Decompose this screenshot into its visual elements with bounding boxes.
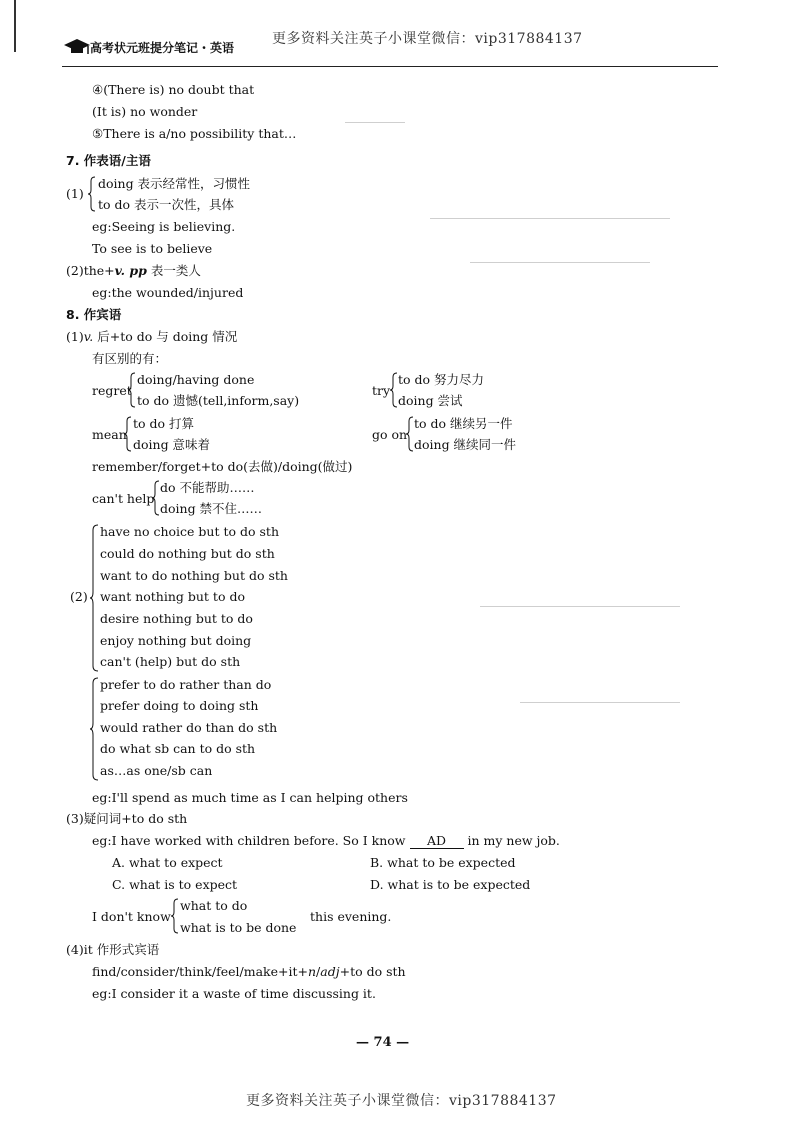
differences-label: 有区别的有： <box>92 351 168 366</box>
mean-doing: doing 意味着 <box>133 437 211 452</box>
brace <box>124 416 132 452</box>
question-text-start: eg:I have worked with children before. So I know <box>92 833 406 848</box>
scan-noise <box>470 262 650 263</box>
regret-doing: doing/having done <box>137 372 255 387</box>
formal-object-formula <box>92 966 406 979</box>
line-no-wonder: (It is) no wonder <box>92 104 198 119</box>
brace <box>152 480 160 516</box>
section-7-2-vpp: v. pp <box>114 263 147 278</box>
header-divider <box>62 66 718 67</box>
cant-help-word: can't help <box>92 491 155 506</box>
mean-word: mean <box>92 427 127 442</box>
try-to-do: to do 努力尽力 <box>398 372 485 387</box>
example-spend-time: eg:I'll spend as much time as I can helping others <box>92 790 408 805</box>
section-7-heading: 7. 作表语/主语 <box>66 153 151 168</box>
regret-word: regret <box>92 383 132 398</box>
option-d: D. what is to be expected <box>370 877 531 892</box>
try-doing: doing 尝试 <box>398 393 463 408</box>
section-7-2 <box>66 265 201 278</box>
option-b: B. what to be expected <box>370 855 516 870</box>
go-on-doing: doing 继续同一件 <box>414 437 517 452</box>
question-text-end: in my new job. <box>467 833 560 848</box>
pattern-cant-help-but: can't (help) but do sth <box>100 654 241 669</box>
pattern-enjoy-nothing: enjoy nothing but doing <box>100 633 252 648</box>
what-is-to-be-done: what is to be done <box>180 920 297 935</box>
scan-noise <box>480 606 680 607</box>
pattern-as-as-can: as…as one/sb can <box>100 763 213 778</box>
pattern-want-nothing: want nothing but to do <box>100 589 245 604</box>
brace <box>390 372 398 408</box>
try-word: try <box>372 383 391 398</box>
book-title: 高考状元班提分笔记・英语 <box>90 41 235 55</box>
formula-n: n <box>307 964 317 979</box>
formula-start: find/consider/think/feel/make+it+ <box>92 964 308 979</box>
scan-noise <box>430 218 670 219</box>
section-8-heading: 8. 作宾语 <box>66 307 122 322</box>
binding-edge-line <box>14 0 16 52</box>
regret-to-do: to do 遗憾(tell,inform,say) <box>137 393 300 408</box>
option-a: A. what to expect <box>112 855 223 870</box>
pattern-would-rather: would rather do than do sth <box>100 720 278 735</box>
example-wounded: eg:the wounded/injured <box>92 285 244 300</box>
i-dont-know: I don't know <box>92 909 171 924</box>
example-question <box>92 835 560 849</box>
pattern-could-do-nothing: could do nothing but do sth <box>100 546 275 561</box>
go-on-to-do: to do 继续另一件 <box>414 416 513 431</box>
footer-watermark: 更多资料关注英子小课堂微信：vip317884137 <box>246 1093 557 1109</box>
pattern-prefer-doing: prefer doing to doing sth <box>100 698 259 713</box>
formula-slash: / <box>316 964 321 979</box>
line-possibility: ⑤There is a/no possibility that… <box>92 126 297 141</box>
section-8-3: (3)疑问词+to do sth <box>66 811 188 826</box>
section-7-1-number: (1) <box>66 186 84 201</box>
cant-help-do: do 不能帮助…… <box>160 480 255 495</box>
example-seeing-believing: eg:Seeing is believing. <box>92 219 236 234</box>
formula-end: +to do sth <box>339 964 406 979</box>
section-7-1-doing: doing 表示经常性，习惯性 <box>98 176 251 191</box>
scan-noise <box>520 702 680 703</box>
line-no-doubt: ④(There is) no doubt that <box>92 82 255 97</box>
pattern-want-to-do-nothing: want to do nothing but do sth <box>100 568 288 583</box>
section-8-2-number: (2) <box>70 589 88 604</box>
section-8-1 <box>66 331 237 344</box>
pattern-prefer-rather: prefer to do rather than do <box>100 677 272 692</box>
this-evening: this evening. <box>310 909 392 924</box>
cant-help-doing: doing 禁不住…… <box>160 501 263 516</box>
pattern-desire-nothing: desire nothing but to do <box>100 611 253 626</box>
go-on-word: go on <box>372 427 408 442</box>
section-7-2-prefix: (2)the+ <box>66 263 115 278</box>
example-consider-waste: eg:I consider it a waste of time discussing it. <box>92 986 376 1001</box>
header-watermark: 更多资料关注英子小课堂微信：vip317884137 <box>272 31 583 47</box>
pattern-do-what-sb-can: do what sb can to do sth <box>100 741 256 756</box>
page-number: — 74 — <box>356 1035 410 1050</box>
remember-forget-line: remember/forget+to do(去做)/doing(做过) <box>92 459 353 474</box>
what-to-do: what to do <box>180 898 248 913</box>
example-to-see: To see is to believe <box>92 241 213 256</box>
section-8-1-suffix: 后+to do 与 doing 情况 <box>93 329 238 344</box>
section-7-2-suffix: 表一类人 <box>146 263 201 278</box>
brace <box>90 677 99 781</box>
brace <box>90 524 99 672</box>
formula-adj: adj <box>320 964 340 979</box>
mean-to-do: to do 打算 <box>133 416 195 431</box>
option-c: C. what is to expect <box>112 877 238 892</box>
scan-noise <box>345 122 405 123</box>
section-8-1-v: v. <box>83 329 94 344</box>
answer-blank: AD <box>410 835 464 849</box>
brace <box>88 176 96 212</box>
section-8-4: (4)it 作形式宾语 <box>66 942 160 957</box>
section-8-1-prefix: (1) <box>66 329 84 344</box>
section-7-1-to-do: to do 表示一次性，具体 <box>98 197 235 212</box>
brace <box>128 372 136 408</box>
brace <box>406 416 414 452</box>
graduation-cap-icon <box>62 37 92 60</box>
pattern-no-choice: have no choice but to do sth <box>100 524 279 539</box>
brace <box>171 898 179 934</box>
